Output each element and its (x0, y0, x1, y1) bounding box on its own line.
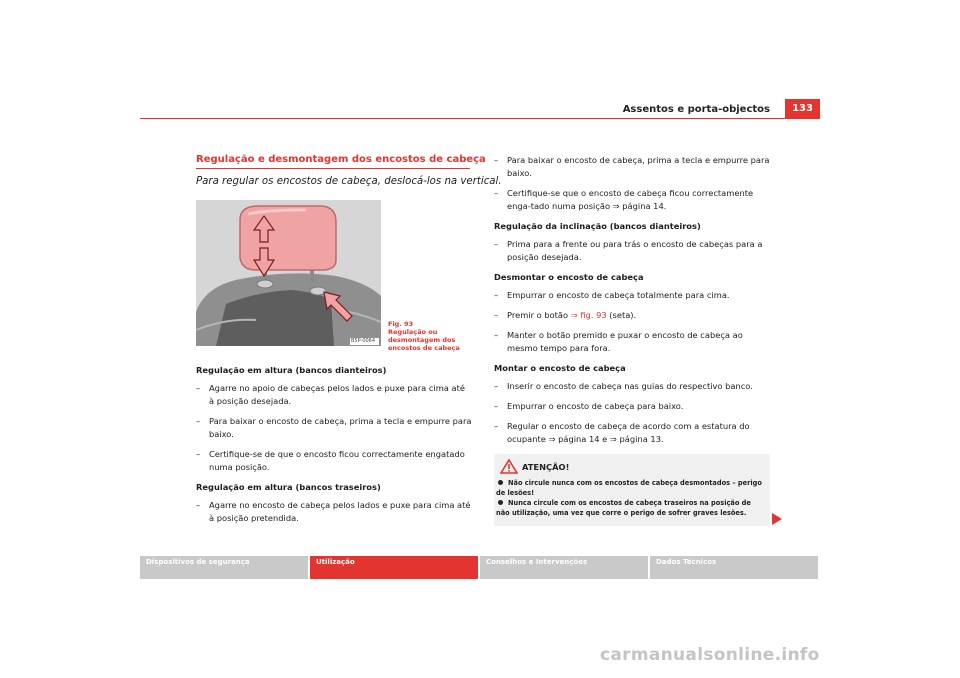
warning-body (496, 478, 766, 518)
list-item: – Inserir o encosto de cabeça nas guias do respectivo banco. (494, 381, 753, 391)
warning-item: Não circule nunca com os encostos de cabeça desmontados – perigo de lesões! (496, 479, 762, 497)
headrest-illustration (196, 200, 381, 346)
list-item: – Agarre no encosto de cabeça pelos lados e puxe para cima até à posição pretendida. (196, 500, 471, 523)
list-item: – Para baixar o encosto de cabeça, prima a tecla e empurre para baixo. (494, 155, 770, 178)
headrest-figure (196, 200, 381, 346)
bullet-icon (498, 480, 503, 485)
list-item: – Prima para a frente ou para trás o encosto de cabeças para a posição desejada. (494, 239, 763, 262)
heading-rear-height: Regulação em altura (bancos traseiros) (196, 482, 381, 492)
figure-code: B5P-0064 (351, 338, 376, 344)
warning-title: ATENÇÃO! (522, 462, 570, 472)
tab-dispositivos-seguranca[interactable]: Dispositivos de segurança (140, 556, 308, 579)
list-item: – Empurrar o encosto de cabeça totalmente para cima. (494, 290, 730, 300)
section-rule (196, 168, 470, 169)
next-page-arrow-icon[interactable] (772, 510, 782, 529)
warning-icon (500, 459, 518, 473)
list-item: – Certifique-se que o encosto de cabeça ficou correctamente enga-tado numa posição ⇒ página 14. (494, 188, 754, 211)
heading-front-height: Regulação em altura (bancos dianteiros) (196, 365, 387, 375)
section-subtitle: Para regular os encostos de cabeça, deslocá-los na vertical. (196, 176, 502, 187)
heading-inclination: Regulação da inclinação (bancos dianteiros) (494, 221, 701, 231)
warning-item: Nunca circule com os encostos de cabeça traseiros na posição de não utilização, uma vez que corre o perigo de sofrer graves lesões. (496, 499, 751, 517)
list-item: – Premir o botão ⇒ fig. 93 (seta). (494, 310, 637, 320)
right-column (494, 154, 770, 453)
tab-dados-tecnicos[interactable]: Dados Técnicos (650, 556, 818, 579)
list-item: – Certifique-se de que o encosto ficou correctamente engatado numa posição. (196, 449, 465, 472)
tab-utilizacao[interactable]: Utilização (310, 556, 478, 579)
watermark: carmanualsonline.info (600, 645, 820, 665)
figure-caption-text: Regulação ou desmontagem dos encostos de cabeça (388, 328, 460, 352)
list-item: – Empurrar o encosto de cabeça para baixo. (494, 401, 684, 411)
heading-remove: Desmontar o encosto de cabeça (494, 272, 644, 282)
header-rule (140, 118, 820, 119)
page-number: 133 (785, 99, 820, 119)
list-item: – Regular o encosto de cabeça de acordo com a estatura do ocupante ⇒ página 14 e ⇒ página 13. (494, 421, 750, 444)
heading-install: Montar o encosto de cabeça (494, 363, 626, 373)
section-title: Regulação e desmontagem dos encostos de cabeça (196, 154, 486, 165)
page-header-title: Assentos e porta-objectos (622, 104, 770, 115)
tab-conselhos-intervencoes[interactable]: Conselhos e Intervenções (480, 556, 648, 579)
list-item: – Agarre no apoio de cabeças pelos lados e puxe para cima até à posição desejada. (196, 383, 465, 406)
figure-reference-link[interactable]: ⇒ fig. 93 (570, 310, 607, 320)
figure-caption-label: Fig. 93 (388, 320, 414, 328)
bullet-icon (498, 500, 503, 505)
list-item: – Manter o botão premido e puxar o encosto de cabeça ao mesmo tempo para fora. (494, 330, 743, 353)
figure-caption (388, 320, 468, 352)
left-column (196, 364, 472, 532)
list-item: – Para baixar o encosto de cabeça, prima a tecla e empurre para baixo. (196, 416, 472, 439)
